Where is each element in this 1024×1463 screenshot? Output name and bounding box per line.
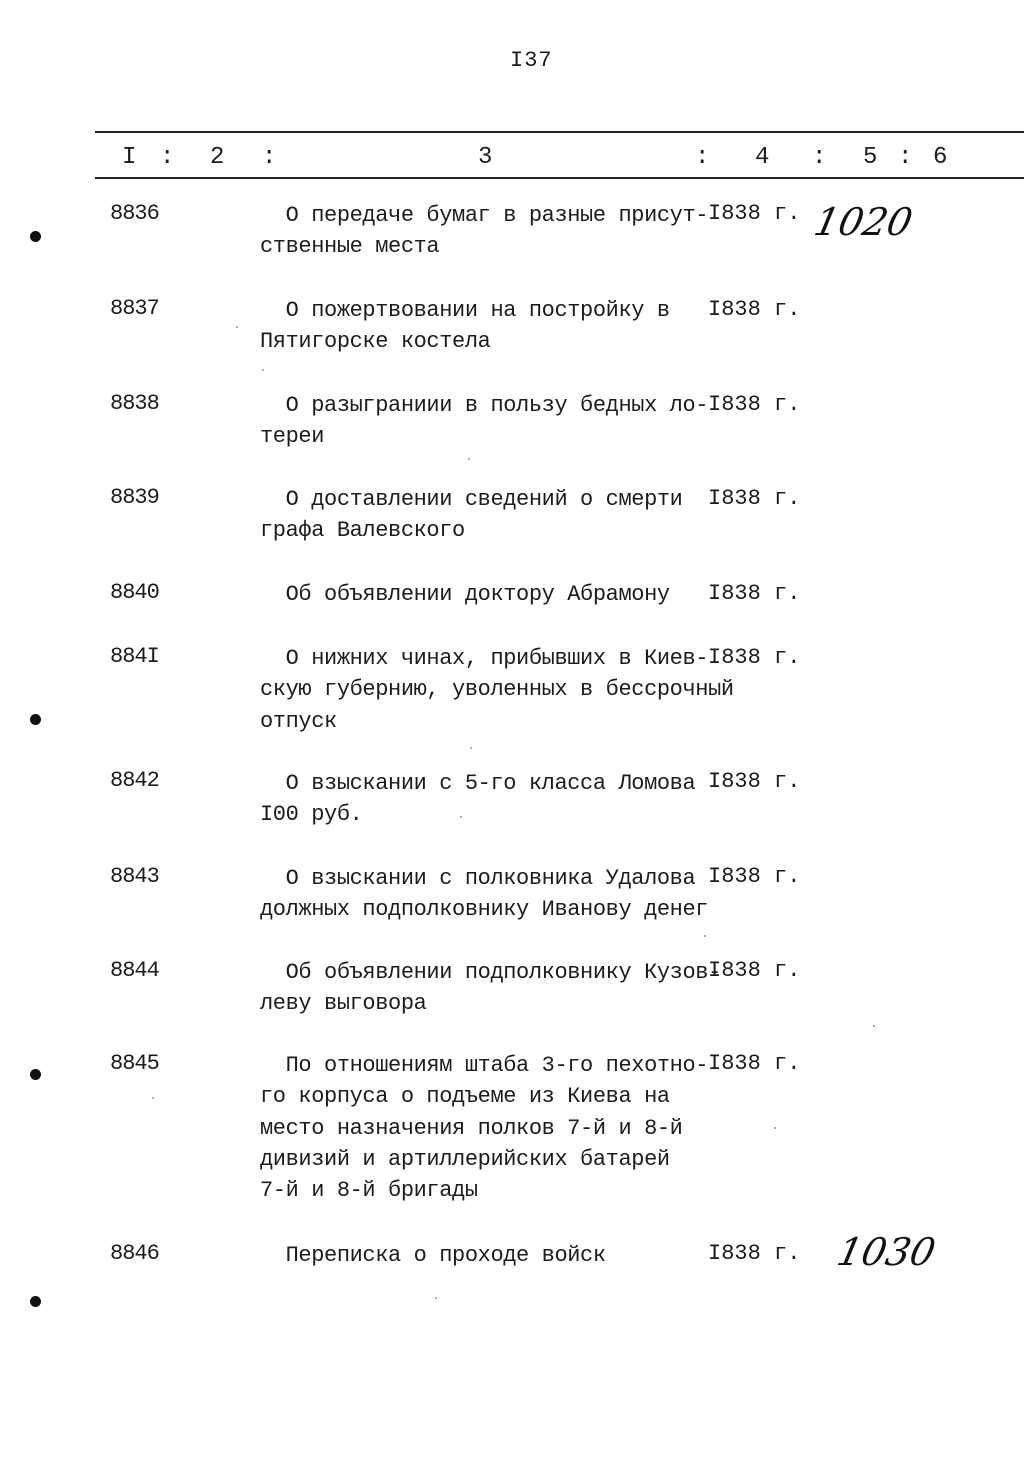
paper-speck xyxy=(435,1297,437,1299)
punch-hole-icon xyxy=(30,231,41,242)
entry-year: I838 г. xyxy=(708,486,801,511)
entry-id: 8837 xyxy=(110,296,159,321)
column-header-3: 3 xyxy=(478,144,493,171)
column-separator: : xyxy=(695,144,710,171)
paper-speck xyxy=(774,1127,776,1129)
entry-text: О пожертвовании на постройку в Пятигорске костела xyxy=(260,298,670,355)
column-header-5: 5 xyxy=(863,144,878,171)
entry-text: Переписка о проходе войск xyxy=(260,1243,606,1268)
punch-hole-icon xyxy=(30,1296,41,1307)
punch-hole-icon xyxy=(30,714,41,725)
column-separator: : xyxy=(160,144,175,171)
column-separator: : xyxy=(812,144,827,171)
entry-id: 884I xyxy=(110,644,159,669)
entry-id: 8844 xyxy=(110,958,159,983)
paper-speck xyxy=(470,747,472,749)
entry-text: По отношениям штаба 3-го пехотно- го корпуса о подъеме из Киева на место назначения полков 7-й и 8-й дивизий и артиллерийских батарей 7-й и 8-й бригады xyxy=(260,1053,709,1204)
paper-speck xyxy=(236,326,238,328)
entry-id: 8846 xyxy=(110,1241,159,1266)
entry-id: 8839 xyxy=(110,485,159,510)
punch-hole-icon xyxy=(30,1069,41,1080)
paper-speck xyxy=(873,1025,875,1027)
entry-text: О передаче бумаг в разные присут- ственные места xyxy=(260,203,709,260)
entry-text: О взыскании с 5-го класса Ломова I00 руб. xyxy=(260,771,696,828)
entry-id: 8843 xyxy=(110,864,159,889)
paper-speck xyxy=(152,1097,154,1099)
entry-year: I838 г. xyxy=(708,864,801,889)
column-separator: : xyxy=(262,144,277,171)
entry-id: 8842 xyxy=(110,768,159,793)
paper-speck xyxy=(460,816,462,818)
entry-year: I838 г. xyxy=(708,201,801,226)
entry-id: 8840 xyxy=(110,580,159,605)
header-bottom-rule xyxy=(95,177,1024,179)
entry-id: 8838 xyxy=(110,391,159,416)
paper-speck xyxy=(704,935,706,937)
column-header-1: I xyxy=(122,144,137,171)
entry-year: I838 г. xyxy=(708,1051,801,1076)
entry-year: I838 г. xyxy=(708,581,801,606)
entry-text: Об объявлении подполковнику Кузов- леву выговора xyxy=(260,960,721,1017)
entry-year: I838 г. xyxy=(708,958,801,983)
entry-text: Об объявлении доктору Абрамону xyxy=(260,582,670,607)
entry-year: I838 г. xyxy=(708,769,801,794)
handwritten-sheet-number: 1020 xyxy=(810,200,917,244)
entry-year: I838 г. xyxy=(708,392,801,417)
entry-year: I838 г. xyxy=(708,1241,801,1266)
entry-text: О взыскании с полковника Удалова должных подполковнику Иванову денег xyxy=(260,866,709,923)
column-header-6: 6 xyxy=(933,144,948,171)
handwritten-sheet-number: 1030 xyxy=(833,1230,940,1274)
column-header-4: 4 xyxy=(755,144,770,171)
entry-text: О нижних чинах, прибывших в Киев- скую губернию, уволенных в бессрочный отпуск xyxy=(260,646,734,734)
entry-text: О разыграниии в пользу бедных ло- тереи xyxy=(260,393,709,450)
column-separator: : xyxy=(898,144,913,171)
entry-id: 8836 xyxy=(110,201,159,226)
header-top-rule xyxy=(95,131,1024,133)
paper-speck xyxy=(468,458,470,460)
entry-year: I838 г. xyxy=(708,297,801,322)
column-header-2: 2 xyxy=(210,144,225,171)
page-number: I37 xyxy=(510,48,553,73)
paper-speck xyxy=(262,369,264,371)
entry-year: I838 г. xyxy=(708,645,801,670)
entry-id: 8845 xyxy=(110,1051,159,1076)
entry-text: О доставлении сведений о смерти графа Валевского xyxy=(260,487,683,544)
